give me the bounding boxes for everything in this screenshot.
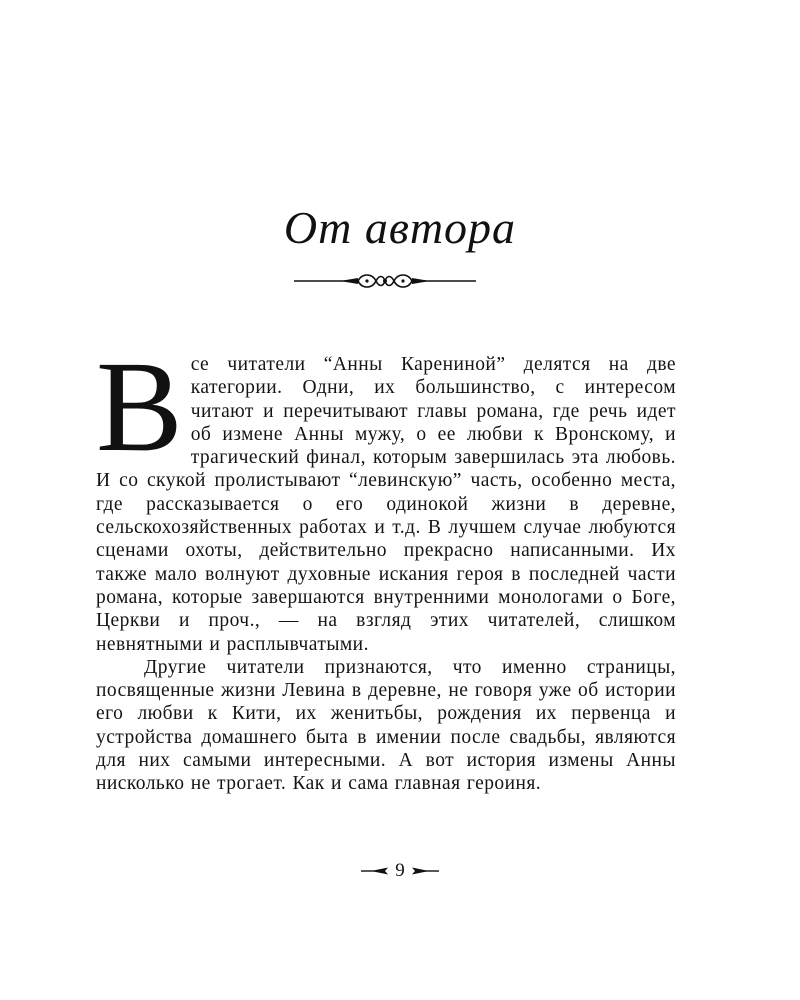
left-arrow-ornament-icon xyxy=(361,866,389,876)
drop-cap: В xyxy=(96,335,183,479)
right-arrow-ornament-icon xyxy=(411,866,439,876)
page-number: 9 xyxy=(395,860,405,881)
page-number-area xyxy=(0,858,800,884)
paragraph-2: Другие читатели признаются, что именно страницы, посвященные жизни Левина в деревне, не говоря уже об истории его любви к Кити, их женитьбы, рождения их первенца и устройства домашнего быта в имении после свадьбы, являются для них самыми интересными. А вот история измены Анны нисколько не трогает. Как и сама главная героиня. xyxy=(96,656,676,795)
paragraph-1: се читатели “Анны Карениной” делятся на две категории. Одни, их большинство, с интересом читают и перечитывают главы романа, где речь идет об измене Анны мужу, о ее любви к Вронскому, и трагический финал, которым завершилась эта любовь. И со скукой пролистывают “левинскую” часть, особенно места, где рассказывается о его одинокой жизни в деревне, сельскохозяйственных работах и т.д. В лучшем случае любуются сценами охоты, действительно прекрасно написанными. Их также мало волнуют духовные искания героя в последней части романа, которые завершаются внутренними монологами о Боге, Церкви и проч., — на взгляд этих читателей, слишком невнятными и расплывчатыми. xyxy=(96,354,676,655)
chapter-title: От автора xyxy=(283,202,517,253)
title-ornament-icon xyxy=(292,270,478,292)
body-text xyxy=(96,335,676,796)
